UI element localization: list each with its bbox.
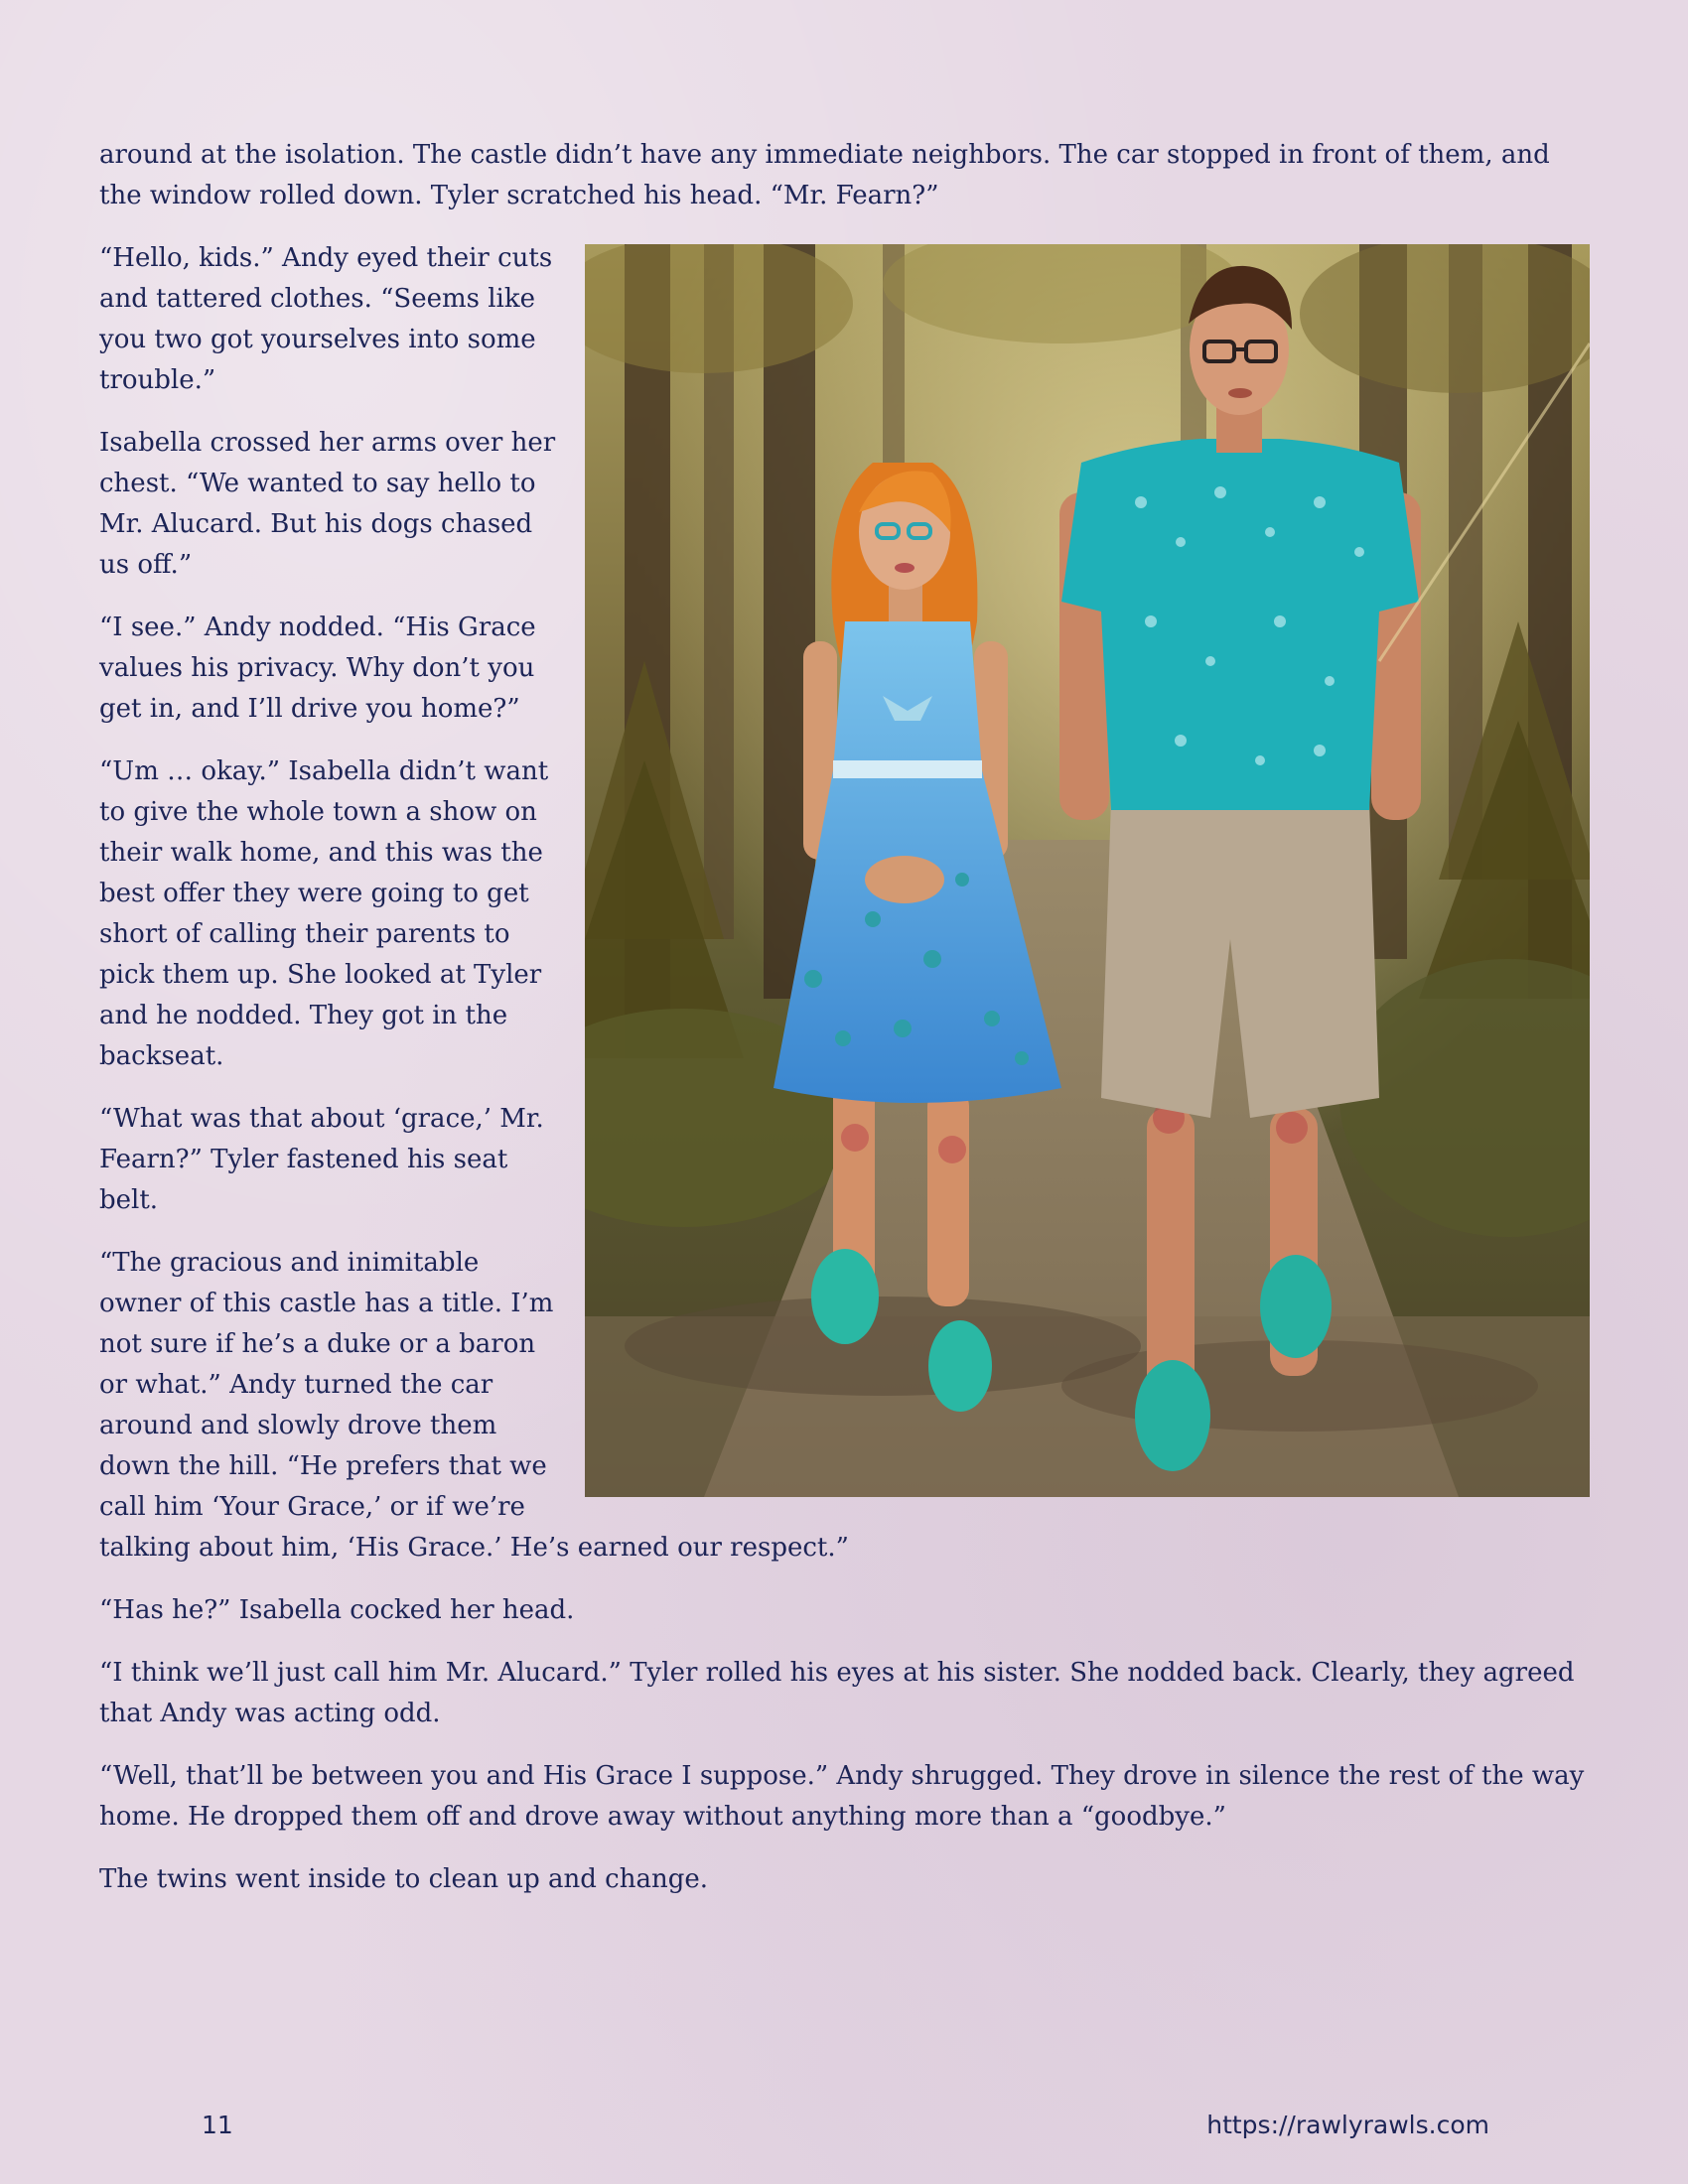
story-paragraph: “I see.” Andy nodded. “His Grace values his privacy. Why don’t you get in, and I’ll drive you home?”	[99, 613, 536, 724]
story-paragraph: “Um … okay.” Isabella didn’t want to give the whole town a show on their walk home, and this was the best offer they were going to get short of calling their parents to pick them up. She looked at Tyler and he nodded. They got in the backseat.	[99, 756, 549, 1071]
story-paragraph: “Hello, kids.” Andy eyed their cuts and tattered clothes. “Seems like you two got yourselves into some trouble.”	[99, 243, 553, 395]
story-paragraph: around at the isolation. The castle didn’t have any immediate neighbors. The car stopped in front of them, and the window rolled down. Tyler scratched his head. “Mr. Fearn?”	[99, 140, 1550, 210]
story-paragraph: The twins went inside to clean up and change.	[99, 1864, 709, 1894]
story-paragraph: “Has he?” Isabella cocked her head.	[99, 1595, 575, 1625]
footer-url-link[interactable]: https://rawlyrawls.com	[1206, 2111, 1489, 2139]
story-paragraph: “The gracious and inimitable owner of this castle has a title. I’m not sure if he’s a duke or a baron or what.” Andy turned the car around and slowly drove them down the hill. “He prefers that we call him ‘Your Grace,’ or if we’re talking about him, ‘His Grace.’ He’s earned our respect.”	[99, 1248, 849, 1563]
forest-path-illustration	[585, 244, 1590, 1497]
story-paragraph: “Well, that’ll be between you and His Grace I suppose.” Andy shrugged. They drove in silence the rest of the way home. He dropped them off and drove away without anything more than a “goodbye.”	[99, 1761, 1585, 1832]
story-page	[99, 135, 1589, 1922]
story-paragraph: Isabella crossed her arms over her chest. “We wanted to say hello to Mr. Alucard. But his dogs chased us off.”	[99, 428, 556, 580]
story-paragraph: “I think we’ll just call him Mr. Alucard.” Tyler rolled his eyes at his sister. She nodded back. Clearly, they agreed that Andy was acting odd.	[99, 1658, 1575, 1728]
page-number: 11	[202, 2111, 233, 2139]
story-paragraph: “What was that about ‘grace,’ Mr. Fearn?” Tyler fastened his seat belt.	[99, 1104, 544, 1215]
